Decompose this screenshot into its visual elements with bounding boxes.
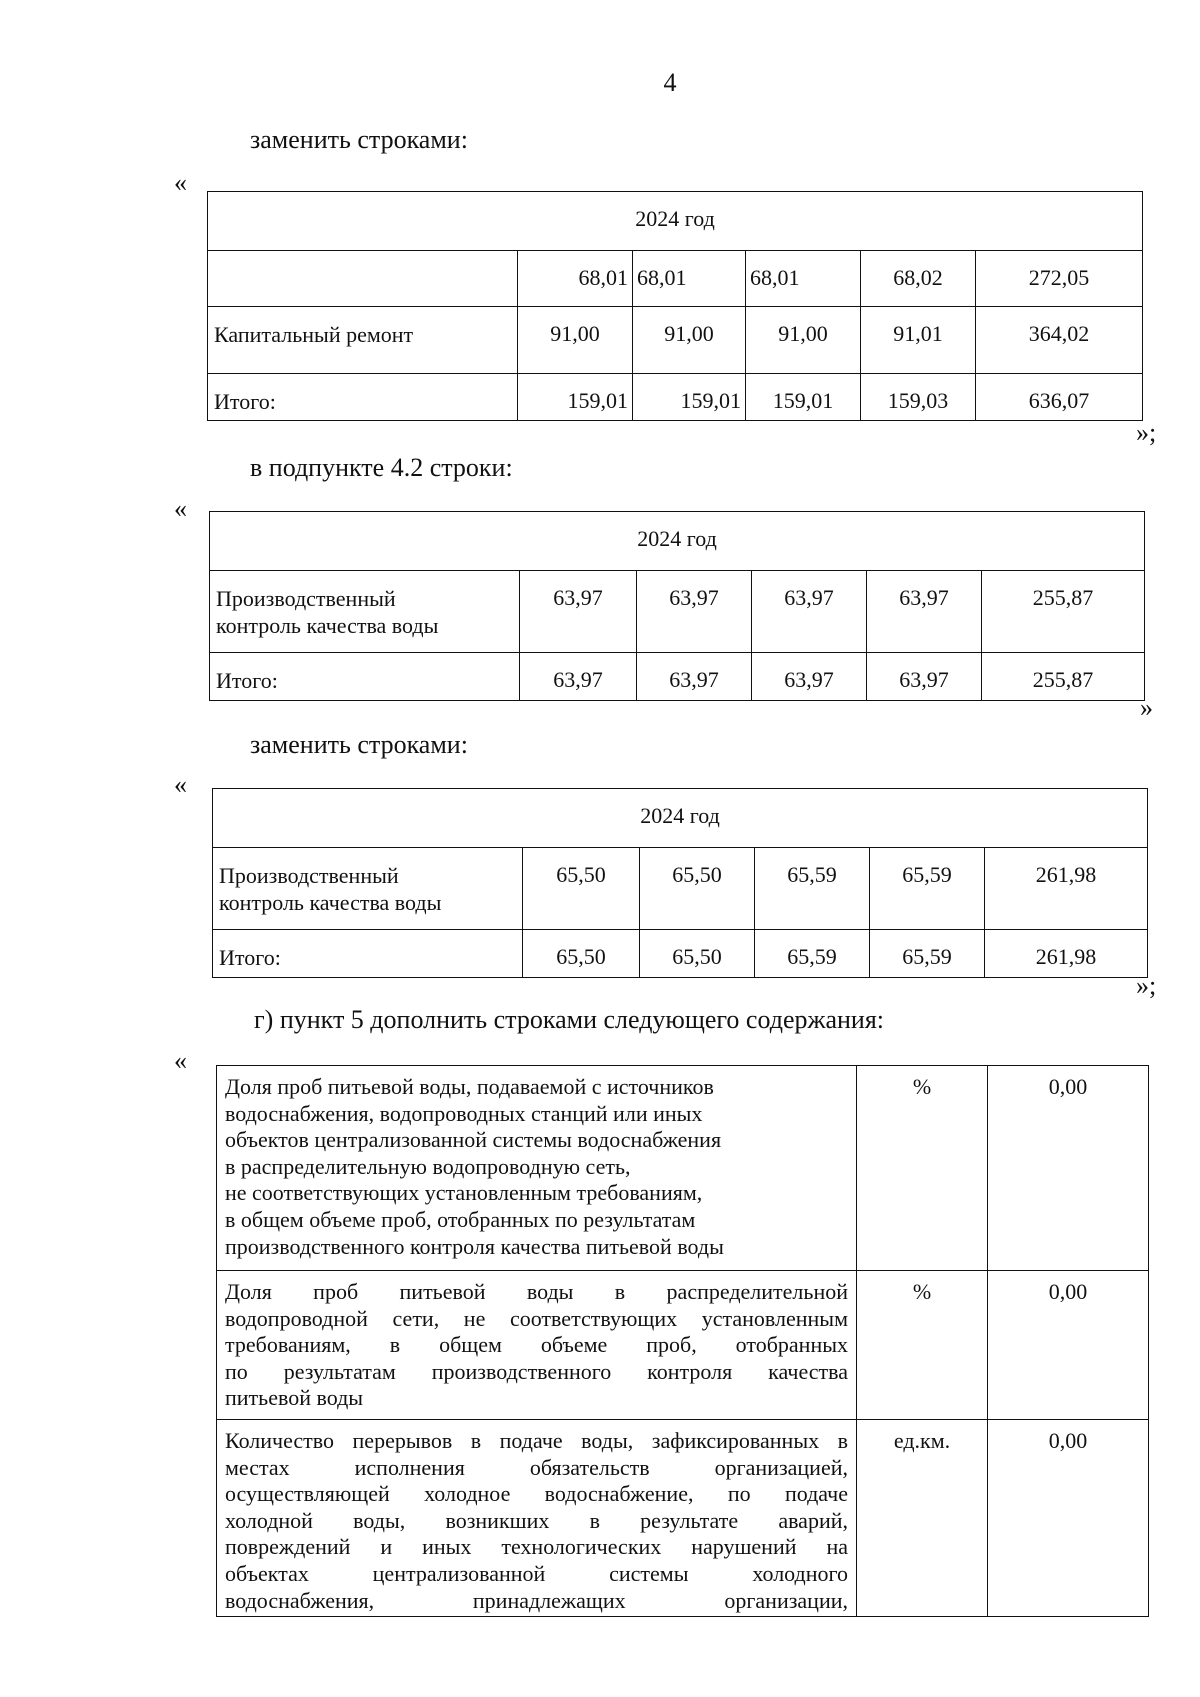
unit-cell: %	[857, 1066, 988, 1271]
section1-quote-close: »;	[1136, 418, 1157, 447]
value-cell: 63,97	[867, 653, 982, 701]
value-cell: 159,03	[861, 374, 976, 421]
row-label	[210, 571, 520, 653]
year-header: 2024 год	[210, 512, 1145, 571]
section2-table	[209, 511, 1145, 701]
total-cell: 272,05	[976, 251, 1143, 307]
row-label: Итого:	[213, 930, 523, 978]
section4-heading: г) пункт 5 дополнить строками следующего содержания:	[254, 1005, 885, 1034]
page-number: 4	[663, 68, 677, 97]
row-label-line: Производственный	[216, 586, 396, 611]
value-cell: 63,97	[867, 571, 982, 653]
text-line: не соответствующих установленным требованиям,	[225, 1180, 703, 1206]
value-cell: 65,50	[523, 930, 640, 978]
value-cell: 63,97	[520, 571, 637, 653]
value-cell: 68,01	[518, 251, 633, 307]
section3-quote-close: »;	[1136, 971, 1157, 1000]
text-line: повреждений и иных технологических нарушений на	[225, 1534, 848, 1560]
text-line: объектах централизованной системы холодного	[225, 1560, 848, 1586]
year-header: 2024 год	[213, 789, 1148, 848]
value-cell: 159,01	[746, 374, 861, 421]
value-cell: 63,97	[752, 571, 867, 653]
value-cell: 65,59	[870, 930, 985, 978]
value-cell: 91,00	[746, 307, 861, 374]
row-label: Итого:	[208, 374, 518, 421]
total-cell: 255,87	[982, 653, 1145, 701]
row-label	[213, 848, 523, 930]
indicator-text	[217, 1271, 857, 1420]
text-line: водоснабжения, принадлежащих организации,	[225, 1587, 848, 1613]
value-cell: 65,50	[640, 848, 755, 930]
section1-table	[207, 191, 1143, 421]
section2-quote-close: »	[1140, 693, 1153, 722]
total-cell: 261,98	[985, 848, 1148, 930]
row-label-line: контроль качества воды	[219, 890, 442, 915]
text-line: Количество перерывов в подаче воды, зафиксированных в	[225, 1428, 848, 1453]
indicator-text	[217, 1066, 857, 1271]
row-label-line: Производственный	[219, 863, 399, 888]
total-cell: 364,02	[976, 307, 1143, 374]
value-cell: 159,01	[633, 374, 746, 421]
value-cell: 63,97	[637, 571, 752, 653]
row-label	[208, 251, 518, 307]
text-line: местах исполнения обязательств организацией,	[225, 1454, 848, 1480]
value-cell: 68,02	[861, 251, 976, 307]
section3-heading: заменить строками:	[250, 730, 468, 759]
section3-quote-open: «	[174, 770, 187, 799]
indicator-text	[217, 1420, 857, 1617]
total-cell: 261,98	[985, 930, 1148, 978]
value-cell: 91,01	[861, 307, 976, 374]
value-cell: 63,97	[752, 653, 867, 701]
section1-heading: заменить строками:	[250, 125, 468, 154]
value-cell: 63,97	[637, 653, 752, 701]
total-cell: 255,87	[982, 571, 1145, 653]
section4-quote-open: «	[174, 1046, 187, 1075]
value-cell: 0,00	[988, 1420, 1149, 1617]
text-line: питьевой воды	[225, 1385, 364, 1411]
text-line: холодной воды, возникших в результате аварий,	[225, 1507, 848, 1533]
unit-cell: %	[857, 1271, 988, 1420]
value-cell: 68,01	[633, 251, 746, 307]
unit-cell: ед.км.	[857, 1420, 988, 1617]
text-line: в распределительную водопроводную сеть,	[225, 1153, 631, 1179]
text-line: производственного контроля качества питьевой воды	[225, 1233, 724, 1259]
text-line: Доля проб питьевой воды в распределительной	[225, 1279, 848, 1304]
row-label: Капитальный ремонт	[208, 307, 518, 374]
text-line: по результатам производственного контроля качества	[225, 1358, 848, 1384]
section2-quote-open: «	[174, 494, 187, 523]
section1-quote-open: «	[174, 168, 187, 197]
value-cell: 65,50	[523, 848, 640, 930]
total-cell: 636,07	[976, 374, 1143, 421]
text-line: водоснабжения, водопроводных станций или иных	[225, 1100, 703, 1126]
value-cell: 65,59	[870, 848, 985, 930]
row-label: Итого:	[210, 653, 520, 701]
section2-heading: в подпункте 4.2 строки:	[250, 453, 513, 482]
text-line: Доля проб питьевой воды, подаваемой с источников	[225, 1074, 714, 1099]
value-cell: 91,00	[633, 307, 746, 374]
text-line: осуществляющей холодное водоснабжение, по подаче	[225, 1481, 848, 1507]
row-label-line: контроль качества воды	[216, 613, 439, 638]
value-cell: 65,59	[755, 848, 870, 930]
value-cell: 65,50	[640, 930, 755, 978]
year-header: 2024 год	[208, 192, 1143, 251]
value-cell: 0,00	[988, 1066, 1149, 1271]
value-cell: 159,01	[518, 374, 633, 421]
value-cell: 0,00	[988, 1271, 1149, 1420]
value-cell: 91,00	[518, 307, 633, 374]
text-line: водопроводной сети, не соответствующих установленным	[225, 1305, 848, 1331]
text-line: объектов централизованной системы водоснабжения	[225, 1127, 722, 1153]
text-line: в общем объеме проб, отобранных по результатам	[225, 1206, 696, 1232]
value-cell: 63,97	[520, 653, 637, 701]
text-line: требованиям, в общем объеме проб, отобранных	[225, 1332, 848, 1358]
section4-table	[216, 1065, 1149, 1617]
value-cell: 68,01	[746, 251, 861, 307]
value-cell: 65,59	[755, 930, 870, 978]
section3-table	[212, 788, 1148, 978]
